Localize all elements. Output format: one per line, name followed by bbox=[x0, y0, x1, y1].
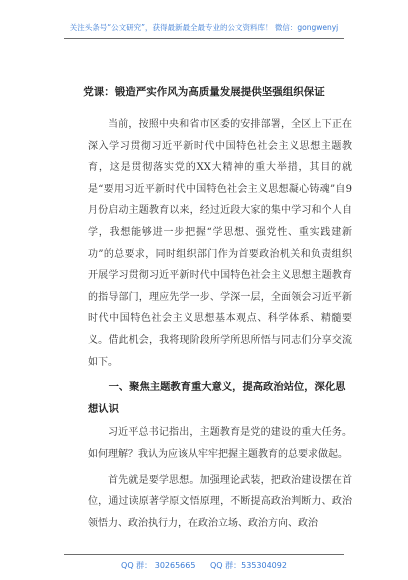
header-divider bbox=[64, 38, 344, 39]
footer-qq-group-1: QQ 群： 30265665 bbox=[121, 561, 196, 570]
intro-paragraph: 当前，按照中央和省市区委的安排部署，全区上下正在深入学习贯彻习近平新时代中国特色社会主义思想主题教育，这是贯彻落实党的XX大精神的重大举措，其目的就是“要用习近平新时代中国特色社会主义思想凝心铸魂”自9月份启动主题教育以来，经过近段大家的集中学习和个人自学，我想能够进一步把握“学思想、强党性、重实践建新功”的总要求，同时组织部门作为首要政治机关和负责组织开展学习贯彻习近平新时代中国特色社会主义思想主题教育的指导部门，理应先学一步、学深一层，全面领会习近平新时代中国特色社会主义思想基本观点、科学体系、精髓要义。借此机会，我将现阶段所学所思所悟与同志们分享交流如下。 bbox=[88, 119, 352, 368]
section-paragraph: 首先就是要学思想。加强理论武装，把政治建设摆在首位，通过读原著学原文悟原理，不断提高政治判断力、政治领悟力、政治执行力，在政治立场、政治方向、政治 bbox=[88, 474, 352, 529]
footer-qq-group-2: QQ 群：535304092 bbox=[210, 561, 287, 570]
document-title: 党课：锻造严实作风为高质量发展提供坚强组织保证 bbox=[83, 86, 325, 98]
section-paragraph: 习近平总书记指出，主题教育是党的建设的重大任务。如何理解？我认为应该从牢牢把握主题教育的总要求做起。 bbox=[88, 427, 352, 460]
document-body bbox=[88, 114, 352, 538]
section-heading: 一、聚焦主题教育重大意义，提高政治站位，深化思想认识 bbox=[88, 381, 346, 415]
header-banner: 关注头条号“公文研究”，获得最新最全最专业的公文资料库！ 微信：gongwenyj bbox=[69, 23, 339, 32]
footer-divider bbox=[64, 554, 344, 555]
footer bbox=[0, 560, 408, 571]
